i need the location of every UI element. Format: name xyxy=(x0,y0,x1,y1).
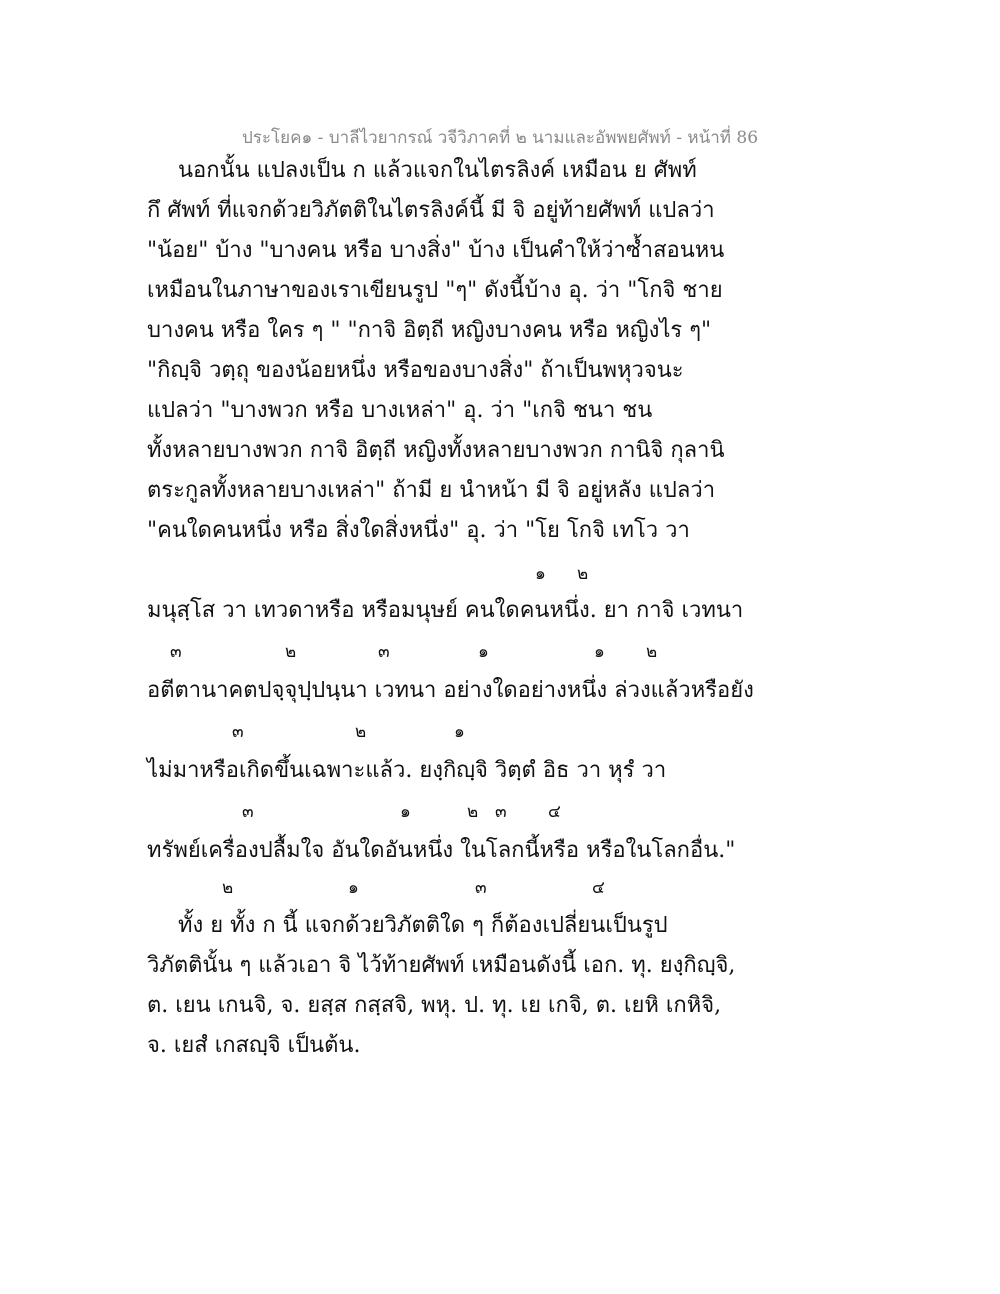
text-line: อตีตานาคตปจฺจุปฺปนฺนา เวทนา อย่างใดอย่างหนึ่ง ล่วงแล้วหรือยัง xyxy=(147,678,754,703)
order-numeral: ๑ xyxy=(348,878,359,898)
order-numeral: ๒ xyxy=(222,878,234,898)
text-line: แปลว่า "บางพวก หรือ บางเหล่า" อุ. ว่า "เกจิ ชนา ชน xyxy=(147,398,653,423)
text-line: ไม่มาหรือเกิดขึ้นเฉพาะแล้ว. ยงฺกิญฺจิ วิตฺตํ อิธ วา หุรํ วา xyxy=(147,758,667,783)
order-numeral: ๔ xyxy=(548,802,561,822)
text-line: ทรัพย์เครื่องปลื้มใจ อันใดอันหนึ่ง ในโลกนี้หรือ หรือในโลกอื่น." xyxy=(147,838,736,863)
text-line: ตระกูลทั้งหลายบางเหล่า" ถ้ามี ย นำหน้า มี จิ อยู่หลัง แปลว่า xyxy=(147,478,716,503)
text-line: จ. เยสํ เกสญฺจิ เป็นต้น. xyxy=(147,1033,361,1058)
text-line: ต. เยน เกนจิ, จ. ยสฺส กสฺสจิ, พหุ. ป. ทุ. เย เกจิ, ต. เยหิ เกหิจิ, xyxy=(147,993,722,1018)
order-numeral: ๓ xyxy=(495,802,507,822)
order-numeral: ๓ xyxy=(475,878,487,898)
page-header: ประโยค๑ - บาลีไวยากรณ์ วจีวิภาคที่ ๒ นามและอัพพยศัพท์ - หน้าที่ 86 xyxy=(241,128,759,148)
order-numeral: ๑ xyxy=(535,564,546,584)
order-numeral: ๑ xyxy=(478,642,489,662)
text-line: วิภัตตินั้น ๆ แล้วเอา จิ ไว้ท้ายศัพท์ เหมือนดังนี้ เอก. ทุ. ยงฺกิญฺจิ, xyxy=(147,953,736,978)
order-numeral: ๑ xyxy=(454,722,465,742)
text-line: "คนใดคนหนึ่ง หรือ สิ่งใดสิ่งหนึ่ง" อุ. ว่า "โย โกจิ เทโว วา xyxy=(147,518,690,543)
text-line: บางคน หรือ ใคร ๆ " "กาจิ อิตฺถี หญิงบางคน หรือ หญิงไร ๆ" xyxy=(147,318,712,343)
text-line: "น้อย" บ้าง "บางคน หรือ บางสิ่ง" บ้าง เป็นคำให้ว่าซ้ำสอนหน xyxy=(147,238,725,263)
order-numeral: ๑ xyxy=(400,802,411,822)
order-numeral: ๒ xyxy=(285,642,297,662)
text-line: เหมือนในภาษาของเราเขียนรูป "ๆ" ดังนี้บ้าง อุ. ว่า "โกจิ ชาย xyxy=(147,278,723,303)
order-numeral: ๔ xyxy=(592,878,605,898)
order-numeral: ๓ xyxy=(378,642,390,662)
order-numeral: ๒ xyxy=(355,722,367,742)
order-numeral: ๓ xyxy=(170,642,182,662)
text-line: นอกนั้น แปลงเป็น ก แล้วแจกในไตรลิงค์ เหมือน ย ศัพท์ xyxy=(178,158,697,183)
text-line: กึ ศัพท์ ที่แจกด้วยวิภัตติในไตรลิงค์นี้ มี จิ อยู่ท้ายศัพท์ แปลว่า xyxy=(147,198,715,223)
order-numeral: ๑ xyxy=(594,642,605,662)
order-numeral: ๒ xyxy=(646,642,658,662)
order-numeral: ๒ xyxy=(467,802,479,822)
text-line: ทั้ง ย ทั้ง ก นี้ แจกด้วยวิภัตติใด ๆ ก็ต้องเปลี่ยนเป็นรูป xyxy=(178,913,668,938)
order-numeral: ๓ xyxy=(232,722,244,742)
text-line: "กิญฺจิ วตฺถุ ของน้อยหนึ่ง หรือของบางสิ่ง" ถ้าเป็นพหุวจนะ xyxy=(147,358,684,383)
order-numeral: ๓ xyxy=(242,802,254,822)
text-line: มนุสฺโส วา เทวดาหรือ หรือมนุษย์ คนใดคนหนึ่ง. ยา กาจิ เวทนา xyxy=(147,598,744,623)
text-line: ทั้งหลายบางพวก กาจิ อิตฺถี หญิงทั้งหลายบางพวก กานิจิ กุลานิ xyxy=(147,438,725,463)
order-numeral: ๒ xyxy=(577,564,589,584)
